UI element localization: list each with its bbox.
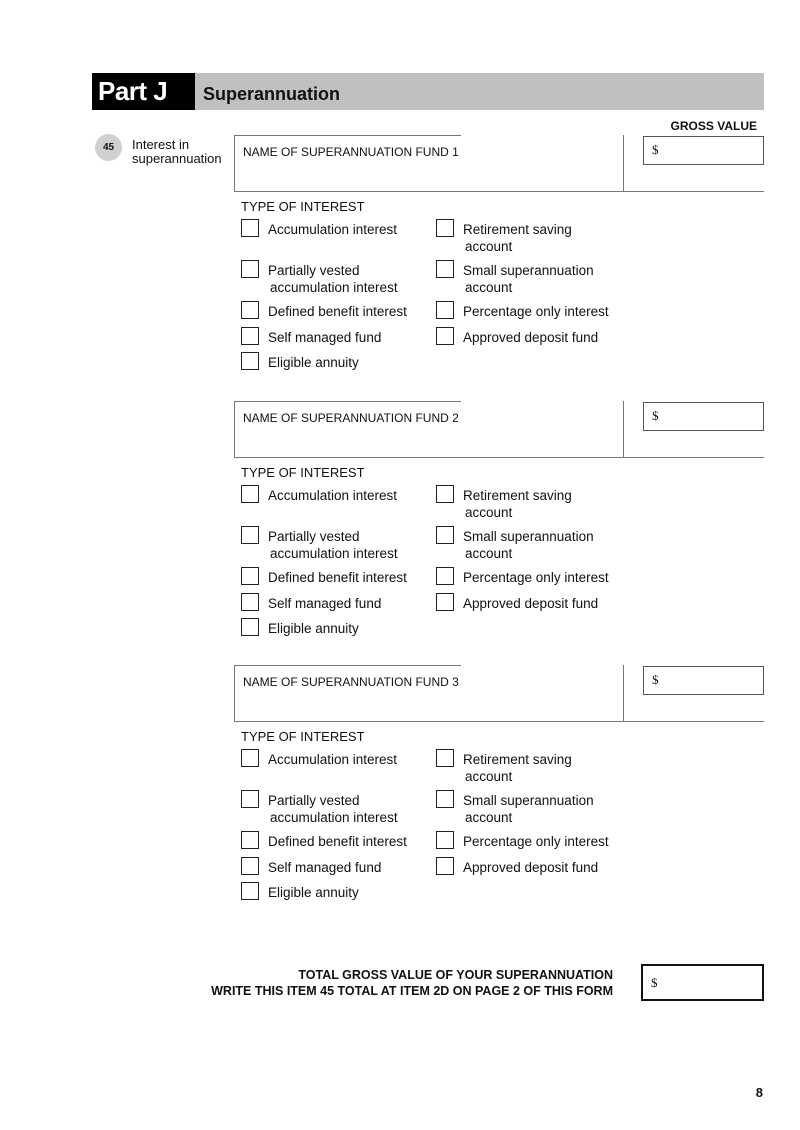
percentage-only-interest-label bbox=[463, 569, 609, 586]
retirement-saving-account-label-line-1: Retirement saving bbox=[463, 222, 572, 237]
defined-benefit-interest-label bbox=[268, 833, 407, 850]
retirement-saving-account-label bbox=[463, 751, 572, 785]
self-managed-fund-label-line-1: Self managed fund bbox=[268, 860, 382, 875]
accumulation-interest-label-line-1: Accumulation interest bbox=[268, 752, 398, 767]
eligible-annuity-label bbox=[268, 354, 359, 371]
retirement-saving-account-label bbox=[463, 487, 572, 521]
accumulation-interest-label bbox=[268, 221, 397, 238]
self-managed-fund-label bbox=[268, 329, 381, 346]
fund-3-defined-benefit-interest-checkbox[interactable] bbox=[241, 831, 259, 849]
fund-box-top-border bbox=[235, 665, 461, 666]
fund-2-eligible-annuity-checkbox[interactable] bbox=[241, 618, 259, 636]
fund-2-accumulation-interest-checkbox[interactable] bbox=[241, 485, 259, 503]
fund-box-top-border bbox=[235, 401, 461, 402]
fund-box-top-border bbox=[235, 135, 461, 136]
small-superannuation-account-label bbox=[463, 792, 594, 826]
accumulation-interest-label bbox=[268, 487, 397, 504]
partially-vested-accumulation-interest-label bbox=[268, 792, 398, 826]
eligible-annuity-label bbox=[268, 620, 359, 637]
fund-3-approved-deposit-fund-checkbox[interactable] bbox=[436, 857, 454, 875]
fund-1-partially-vested-accumulation-interest-checkbox[interactable] bbox=[241, 260, 259, 278]
percentage-only-interest-label-line-1: Percentage only interest bbox=[463, 570, 609, 585]
fund-box-divider bbox=[623, 665, 624, 721]
approved-deposit-fund-label-line-1: Approved deposit fund bbox=[463, 596, 599, 611]
accumulation-interest-label bbox=[268, 751, 397, 768]
percentage-only-interest-label bbox=[463, 303, 609, 320]
approved-deposit-fund-label-line-1: Approved deposit fund bbox=[463, 860, 599, 875]
fund-1-percentage-only-interest-checkbox[interactable] bbox=[436, 301, 454, 319]
approved-deposit-fund-label bbox=[463, 595, 598, 612]
partially-vested-accumulation-interest-label-line-1: Partially vested bbox=[268, 263, 360, 278]
fund-1-defined-benefit-interest-checkbox[interactable] bbox=[241, 301, 259, 319]
fund-2-partially-vested-accumulation-interest-checkbox[interactable] bbox=[241, 526, 259, 544]
fund-2-percentage-only-interest-checkbox[interactable] bbox=[436, 567, 454, 585]
fund-3-name-label: NAME OF SUPERANNUATION FUND 3 bbox=[243, 675, 459, 689]
fund-2-defined-benefit-interest-checkbox[interactable] bbox=[241, 567, 259, 585]
part-title: Superannuation bbox=[203, 84, 341, 104]
eligible-annuity-label-line-1: Eligible annuity bbox=[268, 885, 359, 900]
fund-box-divider bbox=[623, 135, 624, 191]
partially-vested-accumulation-interest-label-line-2: accumulation interest bbox=[270, 810, 398, 825]
fund-3-self-managed-fund-checkbox[interactable] bbox=[241, 857, 259, 875]
fund-2-approved-deposit-fund-checkbox[interactable] bbox=[436, 593, 454, 611]
partially-vested-accumulation-interest-label-line-2: accumulation interest bbox=[270, 546, 398, 561]
fund-1-gross-value-field[interactable] bbox=[643, 136, 764, 165]
eligible-annuity-label bbox=[268, 884, 359, 901]
retirement-saving-account-label-line-2: account bbox=[465, 505, 513, 520]
fund-1-approved-deposit-fund-checkbox[interactable] bbox=[436, 327, 454, 345]
retirement-saving-account-label-line-1: Retirement saving bbox=[463, 488, 572, 503]
dollar-sign: $ bbox=[652, 142, 659, 157]
dollar-sign: $ bbox=[651, 975, 658, 990]
percentage-only-interest-label-line-1: Percentage only interest bbox=[463, 834, 609, 849]
partially-vested-accumulation-interest-label-line-1: Partially vested bbox=[268, 793, 360, 808]
partially-vested-accumulation-interest-label-line-1: Partially vested bbox=[268, 529, 360, 544]
fund-1-eligible-annuity-checkbox[interactable] bbox=[241, 352, 259, 370]
percentage-only-interest-label-line-1: Percentage only interest bbox=[463, 304, 609, 319]
gross-value-heading: GROSS VALUE bbox=[670, 119, 757, 133]
fund-3-gross-value-field[interactable] bbox=[643, 666, 764, 695]
defined-benefit-interest-label-line-1: Defined benefit interest bbox=[268, 834, 407, 849]
small-superannuation-account-label-line-2: account bbox=[465, 810, 513, 825]
small-superannuation-account-label bbox=[463, 262, 594, 296]
small-superannuation-account-label-line-2: account bbox=[465, 546, 513, 561]
retirement-saving-account-label-line-2: account bbox=[465, 239, 513, 254]
fund-3-small-superannuation-account-checkbox[interactable] bbox=[436, 790, 454, 808]
defined-benefit-interest-label-line-1: Defined benefit interest bbox=[268, 304, 407, 319]
dollar-sign: $ bbox=[652, 408, 659, 423]
total-gross-value-field[interactable] bbox=[641, 964, 764, 1001]
fund-1-name-label: NAME OF SUPERANNUATION FUND 1 bbox=[243, 145, 459, 159]
small-superannuation-account-label-line-1: Small superannuation bbox=[463, 529, 594, 544]
fund-3-percentage-only-interest-checkbox[interactable] bbox=[436, 831, 454, 849]
fund-1-accumulation-interest-checkbox[interactable] bbox=[241, 219, 259, 237]
fund-3-retirement-saving-account-checkbox[interactable] bbox=[436, 749, 454, 767]
total-line-1: TOTAL GROSS VALUE OF YOUR SUPERANNUATION bbox=[298, 968, 613, 982]
approved-deposit-fund-label-line-1: Approved deposit fund bbox=[463, 330, 599, 345]
fund-2-self-managed-fund-checkbox[interactable] bbox=[241, 593, 259, 611]
accumulation-interest-label-line-1: Accumulation interest bbox=[268, 488, 398, 503]
type-of-interest-label: TYPE OF INTEREST bbox=[241, 729, 365, 744]
small-superannuation-account-label-line-1: Small superannuation bbox=[463, 793, 594, 808]
fund-1-retirement-saving-account-checkbox[interactable] bbox=[436, 219, 454, 237]
fund-1-self-managed-fund-checkbox[interactable] bbox=[241, 327, 259, 345]
eligible-annuity-label-line-1: Eligible annuity bbox=[268, 621, 359, 636]
page-number: 8 bbox=[755, 1085, 763, 1100]
part-label: Part J bbox=[92, 73, 195, 110]
self-managed-fund-label-line-1: Self managed fund bbox=[268, 330, 382, 345]
item-label: Interest in superannuation bbox=[132, 137, 222, 166]
defined-benefit-interest-label bbox=[268, 569, 407, 586]
dollar-sign: $ bbox=[652, 672, 659, 687]
fund-3-eligible-annuity-checkbox[interactable] bbox=[241, 882, 259, 900]
fund-3-partially-vested-accumulation-interest-checkbox[interactable] bbox=[241, 790, 259, 808]
self-managed-fund-label-line-1: Self managed fund bbox=[268, 596, 382, 611]
self-managed-fund-label bbox=[268, 859, 381, 876]
type-of-interest-label: TYPE OF INTEREST bbox=[241, 465, 365, 480]
retirement-saving-account-label-line-1: Retirement saving bbox=[463, 752, 572, 767]
retirement-saving-account-label bbox=[463, 221, 572, 255]
item-number-badge: 45 bbox=[95, 134, 122, 161]
fund-box-divider bbox=[623, 401, 624, 457]
partially-vested-accumulation-interest-label-line-2: accumulation interest bbox=[270, 280, 398, 295]
fund-2-small-superannuation-account-checkbox[interactable] bbox=[436, 526, 454, 544]
small-superannuation-account-label-line-1: Small superannuation bbox=[463, 263, 594, 278]
accumulation-interest-label-line-1: Accumulation interest bbox=[268, 222, 398, 237]
approved-deposit-fund-label bbox=[463, 859, 598, 876]
type-of-interest-label: TYPE OF INTEREST bbox=[241, 199, 365, 214]
fund-2-retirement-saving-account-checkbox[interactable] bbox=[436, 485, 454, 503]
approved-deposit-fund-label bbox=[463, 329, 598, 346]
fund-3-accumulation-interest-checkbox[interactable] bbox=[241, 749, 259, 767]
total-instructions bbox=[211, 967, 613, 999]
total-line-2: WRITE THIS ITEM 45 TOTAL AT ITEM 2D ON PAGE 2 OF THIS FORM bbox=[211, 984, 613, 998]
retirement-saving-account-label-line-2: account bbox=[465, 769, 513, 784]
fund-1-small-superannuation-account-checkbox[interactable] bbox=[436, 260, 454, 278]
fund-2-name-label: NAME OF SUPERANNUATION FUND 2 bbox=[243, 411, 459, 425]
defined-benefit-interest-label bbox=[268, 303, 407, 320]
self-managed-fund-label bbox=[268, 595, 381, 612]
defined-benefit-interest-label-line-1: Defined benefit interest bbox=[268, 570, 407, 585]
percentage-only-interest-label bbox=[463, 833, 609, 850]
eligible-annuity-label-line-1: Eligible annuity bbox=[268, 355, 359, 370]
small-superannuation-account-label bbox=[463, 528, 594, 562]
partially-vested-accumulation-interest-label bbox=[268, 528, 398, 562]
fund-2-gross-value-field[interactable] bbox=[643, 402, 764, 431]
partially-vested-accumulation-interest-label bbox=[268, 262, 398, 296]
small-superannuation-account-label-line-2: account bbox=[465, 280, 513, 295]
